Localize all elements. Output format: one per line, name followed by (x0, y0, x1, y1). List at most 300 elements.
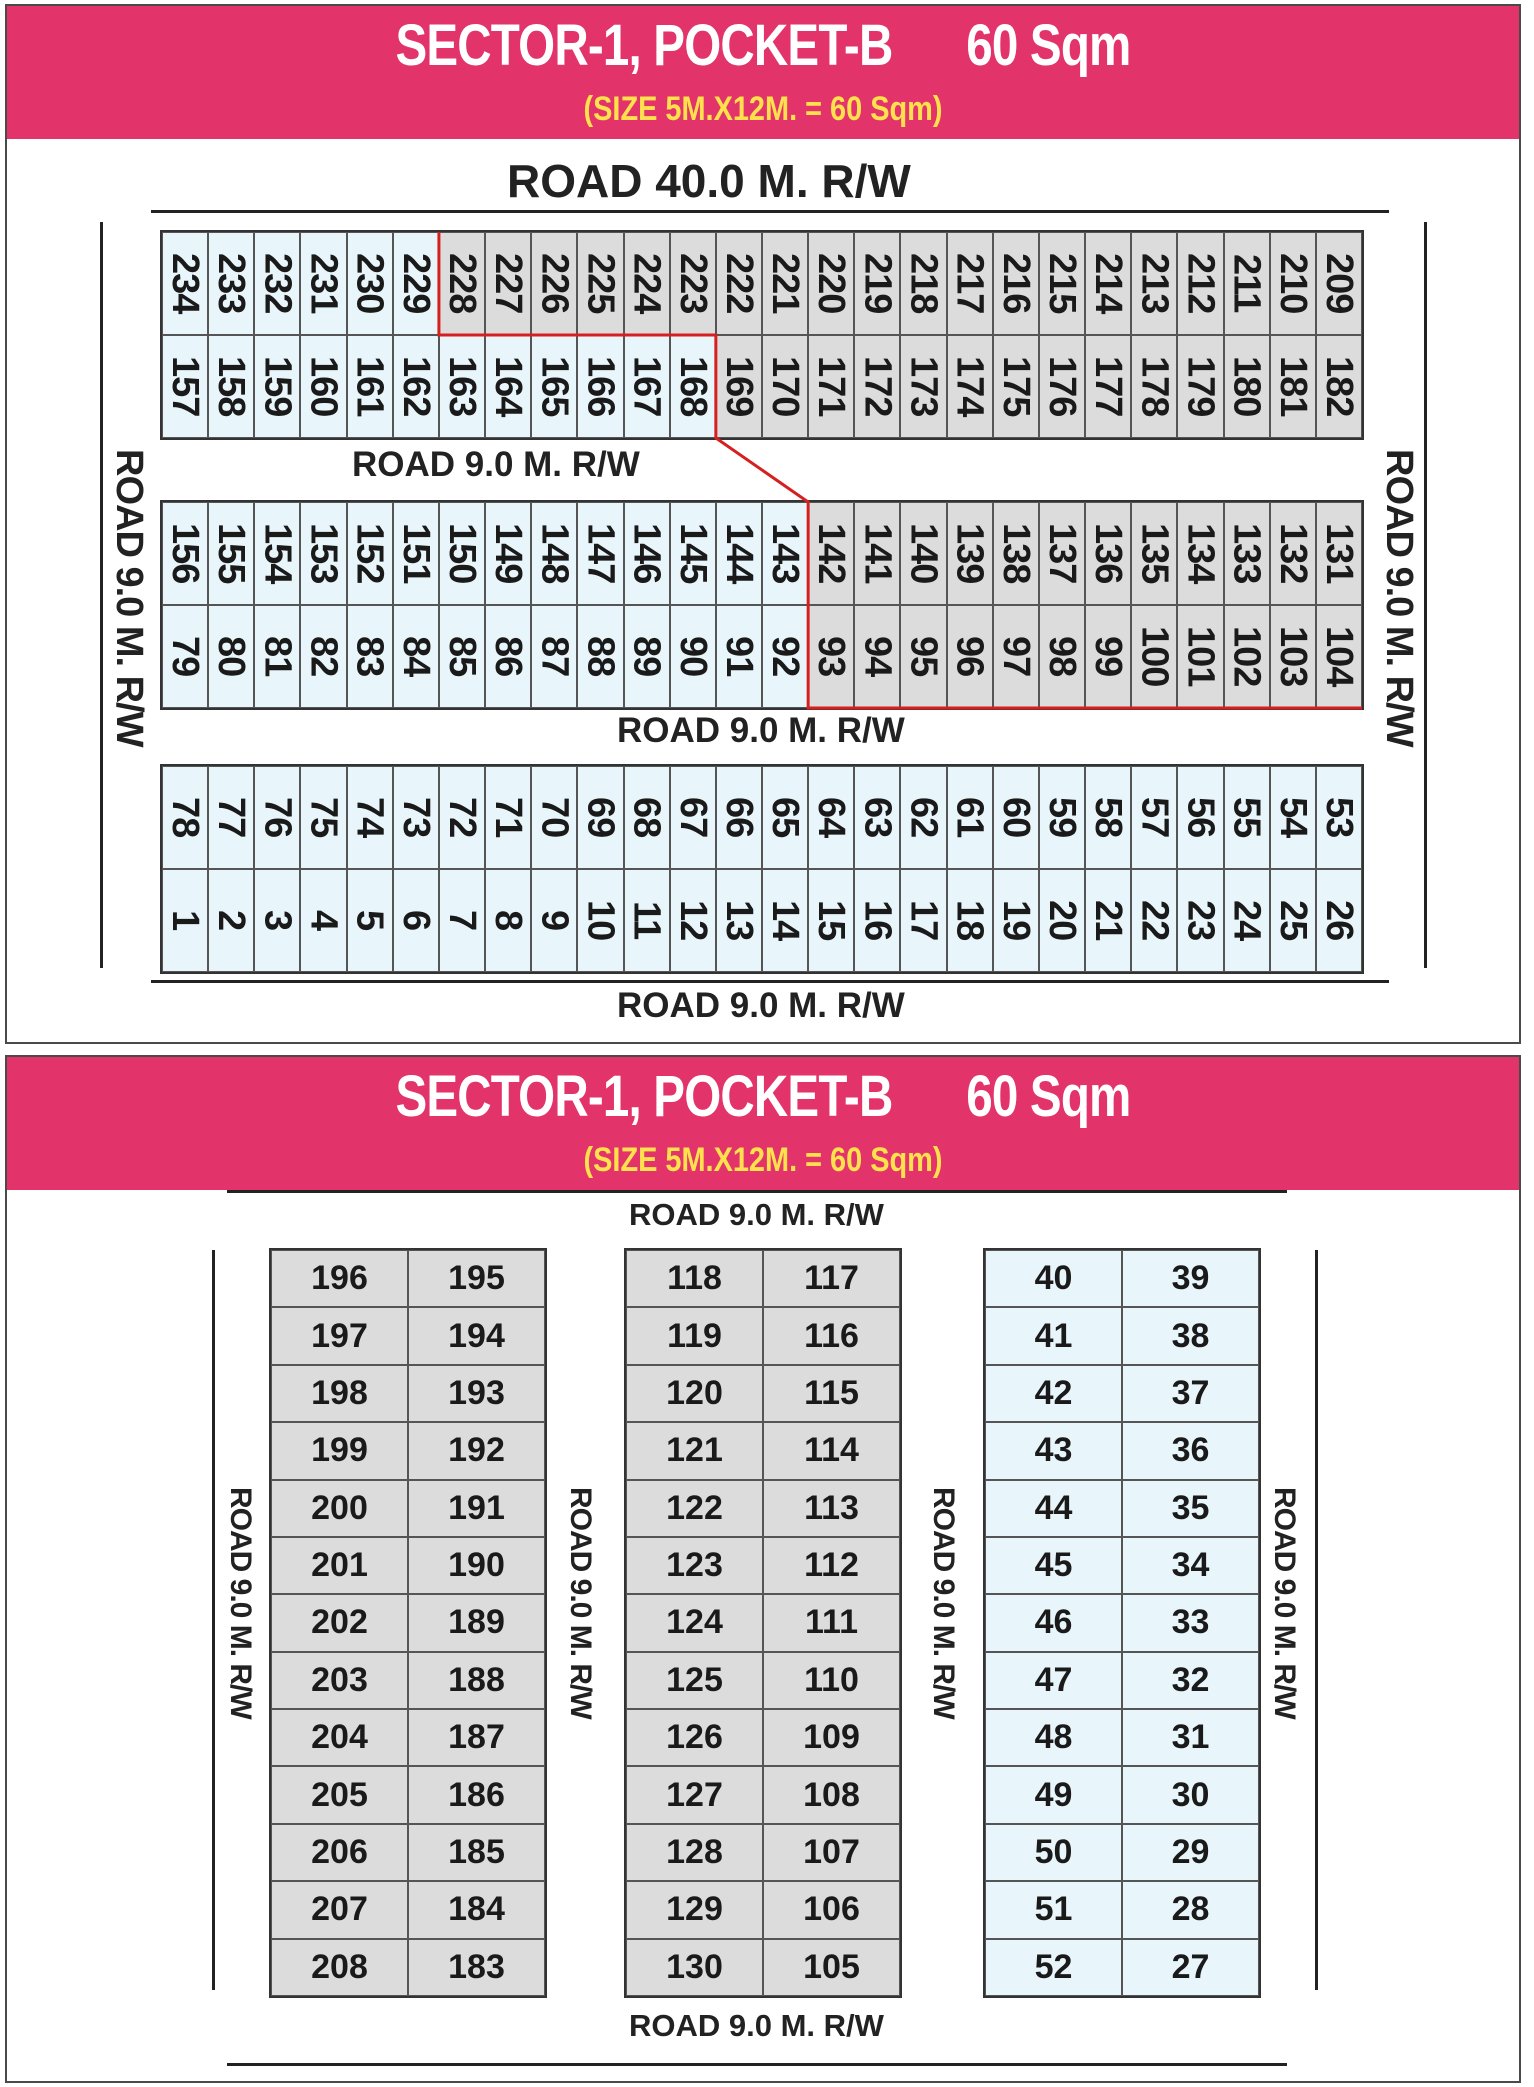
plot-cell (162, 502, 208, 605)
plot-number: 105 (803, 1947, 860, 1986)
plot-cell (1131, 335, 1177, 438)
plot-cell (1270, 766, 1316, 869)
plot-column-c (983, 1248, 1261, 1998)
plot-cell (1224, 502, 1270, 605)
plot-number: 5 (348, 910, 391, 931)
plot-number: 200 (311, 1488, 368, 1527)
plot-number: 100 (1133, 626, 1176, 687)
plot-number: 18 (948, 900, 991, 941)
plot-number: 172 (856, 356, 899, 417)
plot-cell (162, 766, 208, 869)
plot-number: 113 (804, 1488, 859, 1527)
bottom-road-v4-label: ROAD 9.0 M. R/W (1268, 1487, 1301, 1719)
plot-number: 1 (164, 910, 207, 931)
plot-number: 138 (994, 523, 1037, 584)
plot-cell (1122, 1881, 1259, 1938)
plot-number: 171 (810, 356, 853, 417)
plot-number: 204 (311, 1718, 368, 1757)
plot-number: 182 (1317, 356, 1360, 417)
plot-cell (1224, 605, 1270, 708)
road-top-line (151, 210, 1389, 213)
plot-cell (1131, 869, 1177, 972)
plot-cell (626, 1594, 763, 1651)
plot-cell (808, 869, 854, 972)
plot-number: 111 (805, 1603, 858, 1642)
plot-cell (162, 335, 208, 438)
plot-column-a (269, 1248, 547, 1998)
plot-number: 9 (533, 910, 576, 931)
plot-number: 223 (671, 253, 714, 314)
plot-cell (763, 1594, 900, 1651)
plot-cell (300, 232, 346, 335)
plot-cell (408, 1307, 545, 1364)
plot-cell (985, 1709, 1122, 1766)
plot-number: 39 (1171, 1259, 1210, 1298)
plot-cell (1270, 335, 1316, 438)
bottom-road-v2-label: ROAD 9.0 M. R/W (564, 1487, 597, 1719)
plot-cell (1270, 605, 1316, 708)
plot-number: 220 (810, 253, 853, 314)
plot-cell (208, 335, 254, 438)
plot-cell (1177, 502, 1223, 605)
plot-cell (947, 766, 993, 869)
plot-cell (531, 605, 577, 708)
plot-cell (1122, 1307, 1259, 1364)
plot-number: 150 (440, 523, 483, 584)
plot-number: 198 (311, 1373, 368, 1412)
plot-cell (1085, 766, 1131, 869)
plot-number: 117 (804, 1259, 859, 1298)
plot-number: 24 (1225, 900, 1268, 941)
plot-cell (347, 605, 393, 708)
plot-cell (854, 605, 900, 708)
plot-cell (985, 1881, 1122, 1938)
plot-number: 4 (302, 910, 345, 931)
plot-cell (985, 1594, 1122, 1651)
plot-cell (854, 766, 900, 869)
plot-cell (624, 335, 670, 438)
plot-number: 53 (1317, 797, 1360, 838)
plot-number: 224 (625, 253, 668, 314)
plot-cell (624, 766, 670, 869)
plot-cell (208, 502, 254, 605)
plot-cell (1131, 232, 1177, 335)
plot-number: 92 (764, 636, 807, 677)
plot-cell (763, 1766, 900, 1823)
plot-number: 229 (394, 253, 437, 314)
plot-cell (1085, 502, 1131, 605)
plot-cell (947, 869, 993, 972)
plot-number: 135 (1133, 523, 1176, 584)
plot-cell (271, 1881, 408, 1938)
plot-number: 67 (671, 797, 714, 838)
road-top-label: ROAD 40.0 M. R/W (507, 155, 911, 207)
plot-cell (993, 766, 1039, 869)
plot-cell (1177, 605, 1223, 708)
plot-cell (763, 1480, 900, 1537)
bottom-road-v1-label: ROAD 9.0 M. R/W (224, 1487, 257, 1719)
plot-number: 29 (1171, 1833, 1210, 1872)
plot-number: 234 (164, 253, 207, 314)
plot-number: 207 (311, 1890, 368, 1929)
plot-cell (347, 232, 393, 335)
plot-number: 22 (1133, 900, 1176, 941)
plot-number: 225 (579, 253, 622, 314)
plot-number: 98 (1040, 636, 1083, 677)
plot-number: 163 (440, 356, 483, 417)
plot-cell (393, 232, 439, 335)
plot-number: 122 (666, 1488, 723, 1527)
plot-cell (947, 335, 993, 438)
road-left-line (100, 222, 103, 968)
plot-block-3 (160, 764, 1364, 974)
plot-number: 93 (810, 636, 853, 677)
plot-number: 49 (1034, 1775, 1073, 1814)
plot-number: 156 (164, 523, 207, 584)
plot-number: 146 (625, 523, 668, 584)
plot-number: 134 (1179, 523, 1222, 584)
plot-cell (626, 1652, 763, 1709)
plot-number: 231 (302, 253, 345, 314)
plot-number: 174 (948, 356, 991, 417)
plot-cell (1122, 1939, 1259, 1996)
plot-cell (271, 1766, 408, 1823)
plot-cell (1085, 869, 1131, 972)
plot-cell (900, 869, 946, 972)
plot-number: 52 (1034, 1947, 1073, 1986)
plot-number: 63 (856, 797, 899, 838)
plot-number: 7 (440, 910, 483, 931)
plot-number: 60 (994, 797, 1037, 838)
plot-cell (985, 1480, 1122, 1537)
plot-cell (1039, 869, 1085, 972)
bottom-road-bottom-label: ROAD 9.0 M. R/W (629, 2008, 884, 2043)
plot-cell (271, 1652, 408, 1709)
plot-cell (1122, 1824, 1259, 1881)
plot-cell (1270, 232, 1316, 335)
road-mid1-label: ROAD 9.0 M. R/W (352, 445, 640, 484)
plot-number: 130 (666, 1947, 723, 1986)
plot-number: 179 (1179, 356, 1222, 417)
plot-number: 144 (717, 523, 760, 584)
plot-cell (485, 605, 531, 708)
plot-cell (808, 766, 854, 869)
plot-cell (670, 232, 716, 335)
plot-cell (985, 1537, 1122, 1594)
plot-number: 8 (487, 910, 530, 931)
plot-cell (1316, 335, 1362, 438)
plot-number: 145 (671, 523, 714, 584)
plot-cell (947, 232, 993, 335)
plot-cell (300, 605, 346, 708)
plot-cell (900, 232, 946, 335)
bottom-road-right-line (1315, 1250, 1318, 1990)
plot-number: 51 (1034, 1890, 1073, 1929)
plot-number: 183 (448, 1947, 505, 1986)
plot-number: 133 (1225, 523, 1268, 584)
plot-cell (1177, 766, 1223, 869)
plot-number: 206 (311, 1833, 368, 1872)
plot-cell (1177, 335, 1223, 438)
plot-cell (762, 605, 808, 708)
plot-number: 95 (902, 636, 945, 677)
plot-number: 191 (448, 1488, 505, 1527)
plot-number: 57 (1133, 797, 1176, 838)
plot-block-1 (160, 230, 1364, 440)
plot-number: 42 (1034, 1373, 1073, 1412)
plot-cell (271, 1307, 408, 1364)
bottom-panel (5, 1055, 1521, 2083)
plot-cell (408, 1422, 545, 1479)
plot-number: 55 (1225, 797, 1268, 838)
plot-cell (254, 335, 300, 438)
plot-cell (408, 1594, 545, 1651)
plot-number: 87 (533, 636, 576, 677)
plot-cell (854, 335, 900, 438)
plot-number: 142 (810, 523, 853, 584)
bottom-size-note: (SIZE 5M.X12M. = 60 Sqm) (583, 1141, 943, 1179)
plot-number: 23 (1179, 900, 1222, 941)
plot-cell (408, 1709, 545, 1766)
plot-number: 32 (1171, 1660, 1210, 1699)
plot-cell (485, 335, 531, 438)
plot-number: 124 (666, 1603, 723, 1642)
plot-number: 2 (210, 910, 253, 931)
plot-number: 37 (1171, 1373, 1210, 1412)
plot-cell (762, 766, 808, 869)
plot-number: 71 (487, 797, 530, 838)
plot-number: 99 (1087, 636, 1130, 677)
plot-cell (985, 1824, 1122, 1881)
plot-cell (254, 766, 300, 869)
plot-number: 104 (1317, 626, 1360, 687)
plot-number: 75 (302, 797, 345, 838)
plot-cell (271, 1537, 408, 1594)
plot-number: 210 (1271, 253, 1314, 314)
plot-number: 218 (902, 253, 945, 314)
plot-number: 48 (1034, 1718, 1073, 1757)
plot-cell (254, 869, 300, 972)
plot-cell (762, 232, 808, 335)
plot-number: 61 (948, 797, 991, 838)
top-area: 60 Sqm (966, 13, 1131, 78)
plot-cell (763, 1881, 900, 1938)
plot-number: 169 (717, 356, 760, 417)
bottom-road-bottom-line (227, 2063, 1287, 2066)
plot-number: 44 (1034, 1488, 1073, 1527)
plot-cell (763, 1365, 900, 1422)
plot-cell (531, 869, 577, 972)
plot-number: 232 (256, 253, 299, 314)
plot-number: 46 (1034, 1603, 1073, 1642)
plot-number: 81 (256, 636, 299, 677)
plot-number: 230 (348, 253, 391, 314)
plot-number: 21 (1087, 900, 1130, 941)
plot-number: 141 (856, 523, 899, 584)
plot-number: 31 (1171, 1718, 1210, 1757)
plot-cell (271, 1824, 408, 1881)
plot-cell (439, 869, 485, 972)
bottom-road-left-line (212, 1250, 215, 1990)
plot-number: 114 (804, 1431, 859, 1470)
plot-number: 17 (902, 900, 945, 941)
plot-cell (347, 335, 393, 438)
plot-number: 116 (804, 1316, 859, 1355)
plot-cell (993, 502, 1039, 605)
plot-number: 84 (394, 636, 437, 677)
plot-number: 96 (948, 636, 991, 677)
plot-cell (408, 1480, 545, 1537)
plot-cell (763, 1250, 900, 1307)
plot-number: 33 (1171, 1603, 1210, 1642)
plot-cell (347, 502, 393, 605)
plot-cell (162, 232, 208, 335)
plot-cell (763, 1537, 900, 1594)
plot-cell (670, 335, 716, 438)
plot-cell (408, 1824, 545, 1881)
plot-number: 74 (348, 797, 391, 838)
road-bottom-line (151, 980, 1389, 983)
plot-number: 20 (1040, 900, 1083, 941)
plot-number: 3 (256, 910, 299, 931)
plot-cell (1122, 1365, 1259, 1422)
plot-cell (347, 869, 393, 972)
plot-number: 181 (1271, 356, 1314, 417)
plot-cell (762, 869, 808, 972)
top-title: SECTOR-1, POCKET-B (395, 13, 893, 78)
plot-cell (763, 1422, 900, 1479)
plot-number: 126 (666, 1718, 723, 1757)
plot-cell (763, 1652, 900, 1709)
plot-cell (1122, 1480, 1259, 1537)
plot-cell (993, 335, 1039, 438)
plot-number: 162 (394, 356, 437, 417)
plot-cell (1316, 232, 1362, 335)
plot-number: 112 (804, 1546, 859, 1585)
plot-number: 76 (256, 797, 299, 838)
plot-cell (900, 605, 946, 708)
plot-number: 118 (667, 1259, 722, 1298)
plot-number: 195 (448, 1259, 505, 1298)
plot-number: 79 (164, 636, 207, 677)
plot-number: 176 (1040, 356, 1083, 417)
plot-number: 215 (1040, 253, 1083, 314)
plot-number: 211 (1225, 254, 1268, 313)
bottom-banner (7, 1057, 1519, 1190)
plot-cell (1039, 766, 1085, 869)
plot-cell (531, 502, 577, 605)
plot-cell (624, 869, 670, 972)
plot-cell (1039, 335, 1085, 438)
plot-cell (393, 335, 439, 438)
plot-number: 127 (666, 1775, 723, 1814)
plot-cell (208, 605, 254, 708)
plot-number: 168 (671, 356, 714, 417)
plot-number: 197 (311, 1316, 368, 1355)
plot-number: 147 (579, 523, 622, 584)
plot-cell (577, 335, 623, 438)
plot-number: 184 (448, 1890, 505, 1929)
plot-number: 219 (856, 253, 899, 314)
plot-cell (763, 1709, 900, 1766)
plot-number: 165 (533, 356, 576, 417)
plot-cell (393, 766, 439, 869)
plot-number: 50 (1034, 1833, 1073, 1872)
plot-number: 186 (448, 1775, 505, 1814)
plot-number: 110 (804, 1660, 859, 1699)
plot-number: 16 (856, 900, 899, 941)
plot-number: 153 (302, 523, 345, 584)
plot-number: 72 (440, 797, 483, 838)
plot-number: 19 (994, 900, 1037, 941)
plot-number: 173 (902, 356, 945, 417)
plot-number: 193 (448, 1373, 505, 1412)
plot-cell (985, 1652, 1122, 1709)
plot-cell (626, 1766, 763, 1823)
plot-number: 148 (533, 523, 576, 584)
plot-cell (1122, 1250, 1259, 1307)
plot-cell (624, 502, 670, 605)
plot-cell (670, 869, 716, 972)
plot-number: 121 (666, 1431, 723, 1470)
plot-number: 129 (666, 1890, 723, 1929)
plot-cell (577, 605, 623, 708)
plot-number: 26 (1317, 900, 1360, 941)
plot-number: 30 (1171, 1775, 1210, 1814)
plot-cell (1177, 869, 1223, 972)
plot-number: 83 (348, 636, 391, 677)
plot-cell (271, 1594, 408, 1651)
plot-number: 157 (164, 356, 207, 417)
plot-cell (808, 502, 854, 605)
plot-cell (626, 1365, 763, 1422)
plot-cell (1131, 766, 1177, 869)
plot-cell (439, 232, 485, 335)
plot-number: 85 (440, 636, 483, 677)
plot-number: 159 (256, 356, 299, 417)
plot-number: 10 (579, 900, 622, 941)
plot-cell (300, 766, 346, 869)
plot-cell (271, 1250, 408, 1307)
plot-cell (1122, 1537, 1259, 1594)
plot-cell (716, 605, 762, 708)
plot-number: 226 (533, 253, 576, 314)
plot-number: 64 (810, 797, 853, 838)
plot-cell (208, 232, 254, 335)
plot-cell (300, 869, 346, 972)
plot-cell (1085, 605, 1131, 708)
plot-number: 202 (311, 1603, 368, 1642)
plot-number: 97 (994, 636, 1037, 677)
plot-number: 65 (764, 797, 807, 838)
plot-number: 175 (994, 356, 1037, 417)
plot-number: 58 (1087, 797, 1130, 838)
plot-number: 68 (625, 797, 668, 838)
plot-number: 217 (948, 253, 991, 314)
plot-number: 120 (666, 1373, 723, 1412)
plot-column-b (624, 1248, 902, 1998)
plot-number: 192 (448, 1431, 505, 1470)
plot-cell (408, 1881, 545, 1938)
plot-cell (854, 502, 900, 605)
plot-cell (626, 1824, 763, 1881)
plot-number: 137 (1040, 523, 1083, 584)
plot-cell (626, 1939, 763, 1996)
top-size-note: (SIZE 5M.X12M. = 60 Sqm) (583, 90, 943, 128)
plot-number: 43 (1034, 1431, 1073, 1470)
plot-number: 158 (210, 356, 253, 417)
plot-number: 89 (625, 636, 668, 677)
